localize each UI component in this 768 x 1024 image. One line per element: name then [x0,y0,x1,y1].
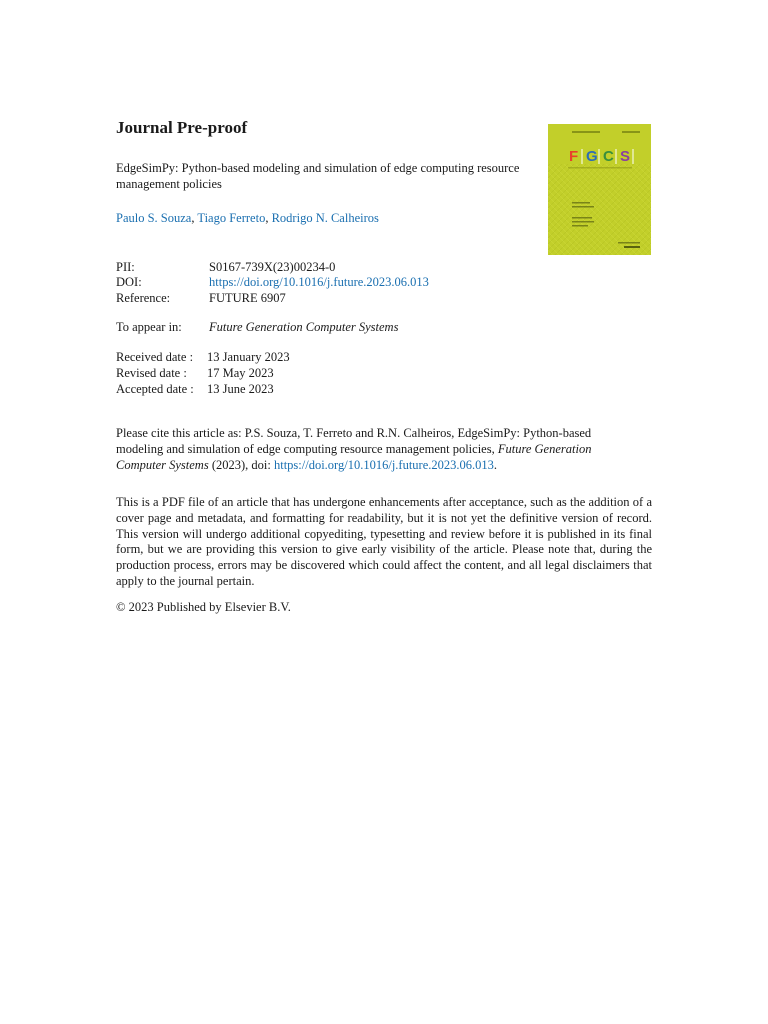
pii-label: PII: [116,260,135,274]
journal-cover-image [548,124,651,255]
doi-label: DOI: [116,275,142,289]
svg-text:S: S [620,148,631,165]
author-link-ferreto[interactable]: Tiago Ferreto [197,211,266,225]
reference-value: FUTURE 6907 [209,291,286,305]
svg-text:C: C [603,148,614,165]
received-value: 13 January 2023 [207,350,290,364]
pre-proof-notice: This is a PDF file of an article that has undergone enhancements after acceptance, such as the addition of a cover page and metadata, and formatting for readability, but it is not yet the definitive version of record. This version will undergo additional copyediting, typesetting and review before it is published in its final form, but we are providing this version to give early visibility of the article. Please note that, during the production process, errors may be discovered which could affect the content, and all legal disclaimers that apply to the journal pertain. [116,495,652,588]
received-label: Received date : [116,350,194,364]
author-separator: , [191,211,198,225]
svg-text:G: G [586,148,598,165]
accepted-label: Accepted date : [116,382,194,396]
copyright-line [116,600,291,615]
citation-journal: Future Generation Computer Systems [116,442,592,472]
appear-label: To appear in: [116,320,182,334]
pii-value: S0167-739X(23)00234-0 [209,260,336,274]
citation-paragraph [116,425,636,473]
citation-doi-link[interactable]: https://doi.org/10.1016/j.future.2023.06.013 [273,458,494,472]
author-list [116,211,379,226]
citation-suffix: . [493,458,498,472]
reference-label: Reference: [116,291,171,305]
copyright-symbol: © [116,600,126,614]
appear-journal: Future Generation Computer Systems [209,320,399,334]
author-link-calheiros[interactable]: Rodrigo N. Calheiros [271,211,379,225]
revised-label: Revised date : [116,366,187,380]
copyright-text: 2023 Published by Elsevier B.V. [128,600,291,614]
revised-value: 17 May 2023 [207,366,274,380]
accepted-value: 13 June 2023 [207,382,274,396]
citation-middle: (2023), doi: [208,458,274,472]
citation-prefix: Please cite this article as: P.S. Souza, T. Ferreto and R.N. Calheiros, EdgeSimPy: Python-based modeling and simulation of edge computing resource management policies, [116,426,592,456]
author-link-souza[interactable]: Paulo S. Souza [116,211,192,225]
cover-logo-letter-f: F [569,148,579,165]
author-separator: , [265,211,272,225]
doi-link[interactable]: https://doi.org/10.1016/j.future.2023.06.013 [209,275,429,289]
journal-pre-proof-heading: Journal Pre-proof [116,118,248,137]
journal-cover-graphic [548,124,651,255]
article-title: EdgeSimPy: Python-based modeling and simulation of edge computing resource management policies [116,161,520,191]
